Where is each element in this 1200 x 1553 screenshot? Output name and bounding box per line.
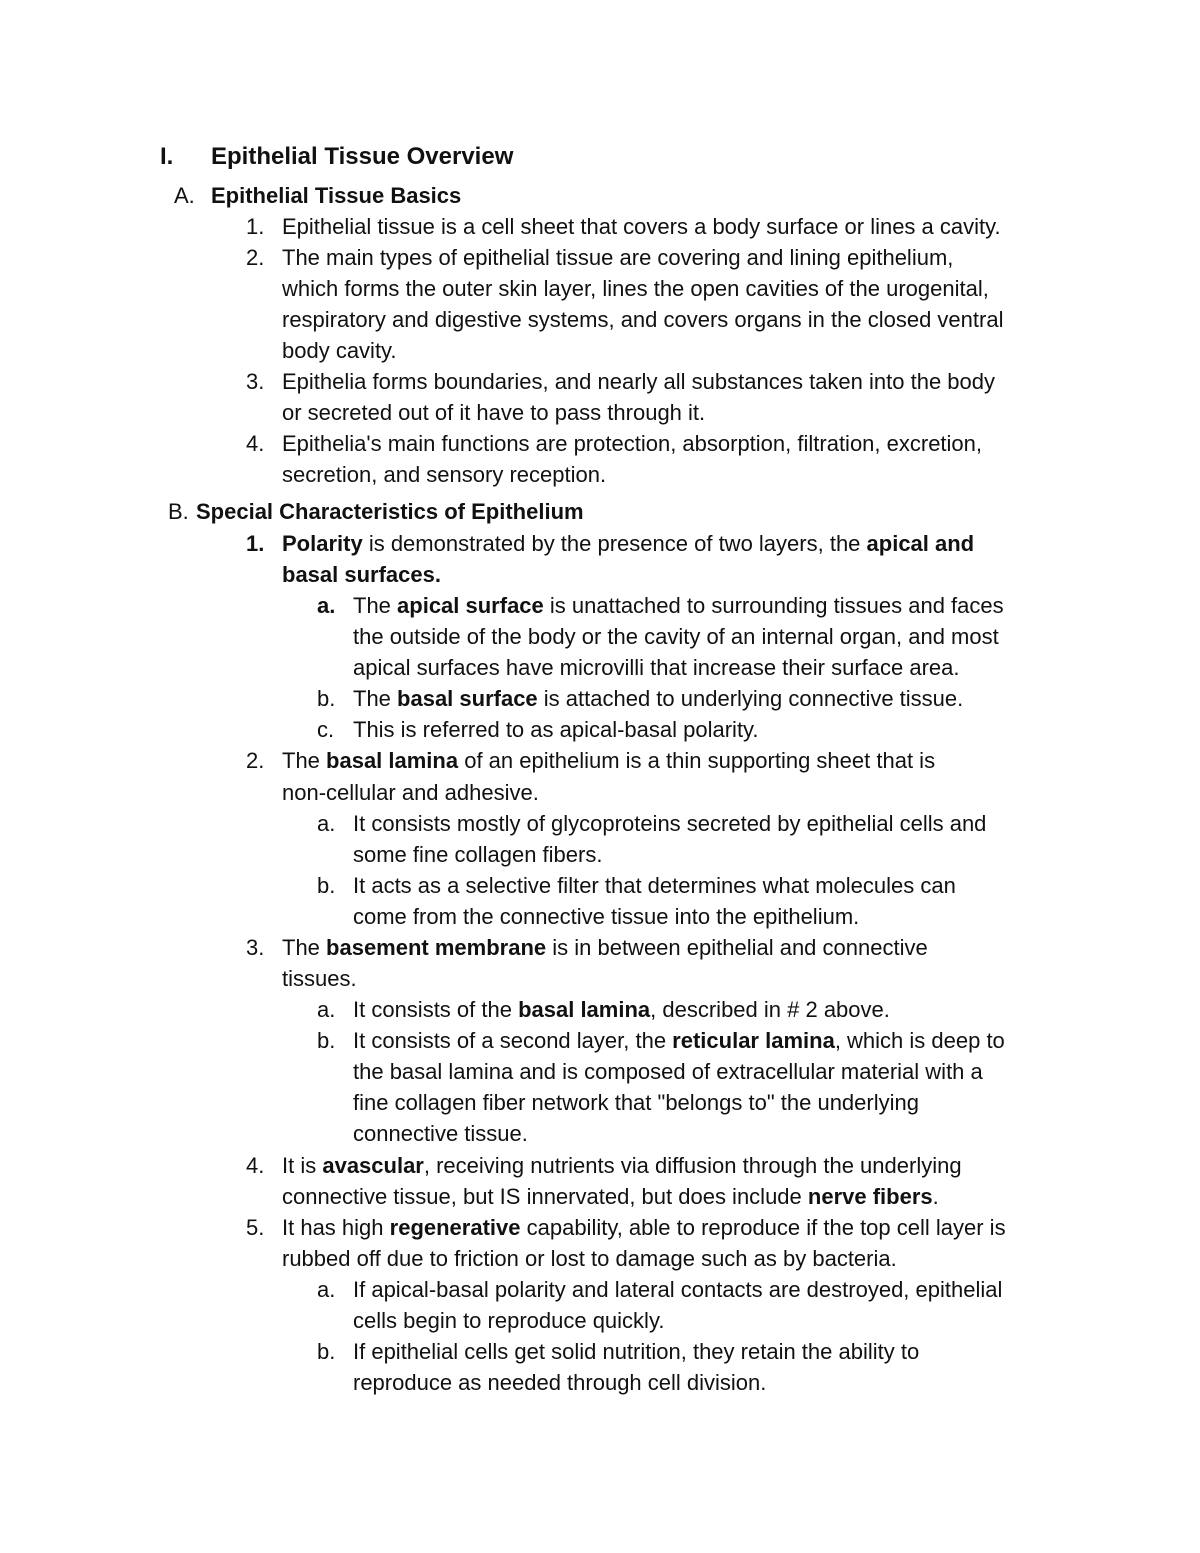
bold-term: avascular bbox=[322, 1153, 424, 1178]
list-item-text: fine collagen fiber network that "belongs to" the underlying bbox=[353, 1090, 919, 1115]
text-run: , receiving nutrients via diffusion through the underlying bbox=[423, 1153, 962, 1178]
bold-term: regenerative bbox=[389, 1215, 521, 1240]
list-item-text: tissues. bbox=[282, 966, 357, 991]
subsection-a-marker: A. bbox=[174, 183, 195, 208]
bold-term: basal surfaces. bbox=[282, 562, 441, 587]
list-marker: b. bbox=[317, 686, 336, 711]
list-item-text: which forms the outer skin layer, lines the open cavities of the urogenital, bbox=[282, 276, 989, 301]
list-item-text: apical surfaces have microvilli that increase their surface area. bbox=[353, 655, 960, 680]
list-item-text bbox=[353, 590, 1004, 621]
bold-term: basal surface bbox=[397, 686, 538, 711]
list-item-text: body cavity. bbox=[282, 338, 397, 363]
list-item-text bbox=[353, 683, 963, 714]
list-marker: b. bbox=[317, 1339, 336, 1364]
bold-term: reticular lamina bbox=[672, 1028, 835, 1053]
list-marker: a. bbox=[317, 811, 336, 836]
text-run: . bbox=[932, 1184, 939, 1209]
list-item-text: reproduce as needed through cell division. bbox=[353, 1370, 767, 1395]
list-marker: 4. bbox=[246, 1153, 265, 1178]
list-marker: 5. bbox=[246, 1215, 265, 1240]
list-item-text: If apical-basal polarity and lateral contacts are destroyed, epithelial bbox=[353, 1277, 1003, 1302]
list-marker: a. bbox=[317, 593, 336, 618]
list-marker: 1. bbox=[246, 214, 265, 239]
list-item-text: secretion, and sensory reception. bbox=[282, 462, 607, 487]
list-item-text: This is referred to as apical-basal polarity. bbox=[353, 717, 759, 742]
list-marker: 3. bbox=[246, 935, 265, 960]
text-run: It consists of the bbox=[353, 997, 519, 1022]
text-run: , which is deep to bbox=[834, 1028, 1005, 1053]
text-run: is demonstrated by the presence of two layers, the bbox=[362, 531, 867, 556]
list-item-text: or secreted out of it have to pass through it. bbox=[282, 400, 706, 425]
bold-term: Polarity bbox=[282, 531, 363, 556]
bold-term: apical and bbox=[866, 531, 975, 556]
list-item-text bbox=[282, 559, 441, 590]
text-run: The bbox=[353, 593, 398, 618]
list-marker: c. bbox=[317, 717, 335, 742]
text-run: of an epithelium is a thin supporting sheet that is bbox=[458, 748, 936, 773]
text-run: is unattached to surrounding tissues and faces bbox=[543, 593, 1004, 618]
list-item-text bbox=[282, 1181, 939, 1212]
list-marker: 1. bbox=[246, 531, 265, 556]
text-run: It consists of a second layer, the bbox=[353, 1028, 673, 1053]
list-item-text: connective tissue. bbox=[353, 1121, 528, 1146]
list-item-text: come from the connective tissue into the epithelium. bbox=[353, 904, 860, 929]
bold-term: basal lamina bbox=[326, 748, 459, 773]
text-run: capability, able to reproduce if the top cell layer is bbox=[520, 1215, 1006, 1240]
list-item-text bbox=[282, 528, 974, 559]
list-item-text: It consists mostly of glycoproteins secreted by epithelial cells and bbox=[353, 811, 987, 836]
list-item-text bbox=[282, 932, 928, 963]
bold-term: apical surface bbox=[397, 593, 544, 618]
list-item-text: Epithelia's main functions are protection, absorption, filtration, excretion, bbox=[282, 431, 983, 456]
list-item-text: The main types of epithelial tissue are covering and lining epithelium, bbox=[282, 245, 954, 270]
text-run: connective tissue, but IS innervated, but does include bbox=[282, 1184, 808, 1209]
bold-term: basal lamina bbox=[518, 997, 651, 1022]
list-marker: 4. bbox=[246, 431, 265, 456]
list-marker: a. bbox=[317, 1277, 336, 1302]
subsection-b-heading: Special Characteristics of Epithelium bbox=[196, 499, 584, 524]
list-item-text: the basal lamina and is composed of extracellular material with a bbox=[353, 1059, 983, 1084]
section-title: Epithelial Tissue Overview bbox=[211, 143, 514, 170]
text-run: The bbox=[282, 748, 327, 773]
list-item-text: non-cellular and adhesive. bbox=[282, 780, 539, 805]
list-item-text bbox=[282, 745, 935, 776]
list-item-text bbox=[282, 1150, 962, 1181]
list-item-text: the outside of the body or the cavity of an internal organ, and most bbox=[353, 624, 999, 649]
text-run: is in between epithelial and connective bbox=[546, 935, 928, 960]
bold-term: basement membrane bbox=[326, 935, 547, 960]
list-item-text: Epithelial tissue is a cell sheet that covers a body surface or lines a cavity. bbox=[282, 214, 1001, 239]
text-run: The bbox=[282, 935, 327, 960]
list-marker: 3. bbox=[246, 369, 265, 394]
list-item-text bbox=[353, 994, 890, 1025]
list-marker: 2. bbox=[246, 245, 265, 270]
list-item-text: It acts as a selective filter that determines what molecules can bbox=[353, 873, 956, 898]
list-item-text: cells begin to reproduce quickly. bbox=[353, 1308, 665, 1333]
list-item-text: respiratory and digestive systems, and covers organs in the closed ventral bbox=[282, 307, 1004, 332]
text-run: It has high bbox=[282, 1215, 390, 1240]
list-item-text bbox=[282, 1212, 1006, 1243]
list-marker: a. bbox=[317, 997, 336, 1022]
list-marker: b. bbox=[317, 1028, 336, 1053]
text-run: , described in # 2 above. bbox=[650, 997, 890, 1022]
list-item-text: some fine collagen fibers. bbox=[353, 842, 603, 867]
list-item-text bbox=[353, 1025, 1005, 1056]
list-item-text: Epithelia forms boundaries, and nearly all substances taken into the body bbox=[282, 369, 995, 394]
section-numeral: I. bbox=[160, 143, 174, 170]
list-marker: 2. bbox=[246, 748, 265, 773]
list-item-text: If epithelial cells get solid nutrition, they retain the ability to bbox=[353, 1339, 920, 1364]
bold-term: nerve fibers bbox=[807, 1184, 933, 1209]
text-run: The bbox=[353, 686, 398, 711]
text-run: is attached to underlying connective tissue. bbox=[537, 686, 964, 711]
subsection-a-heading: Epithelial Tissue Basics bbox=[211, 183, 462, 208]
list-item-text: rubbed off due to friction or lost to damage such as by bacteria. bbox=[282, 1246, 897, 1271]
text-run: It is bbox=[282, 1153, 323, 1178]
list-marker: b. bbox=[317, 873, 336, 898]
subsection-b-marker: B. bbox=[168, 499, 189, 524]
